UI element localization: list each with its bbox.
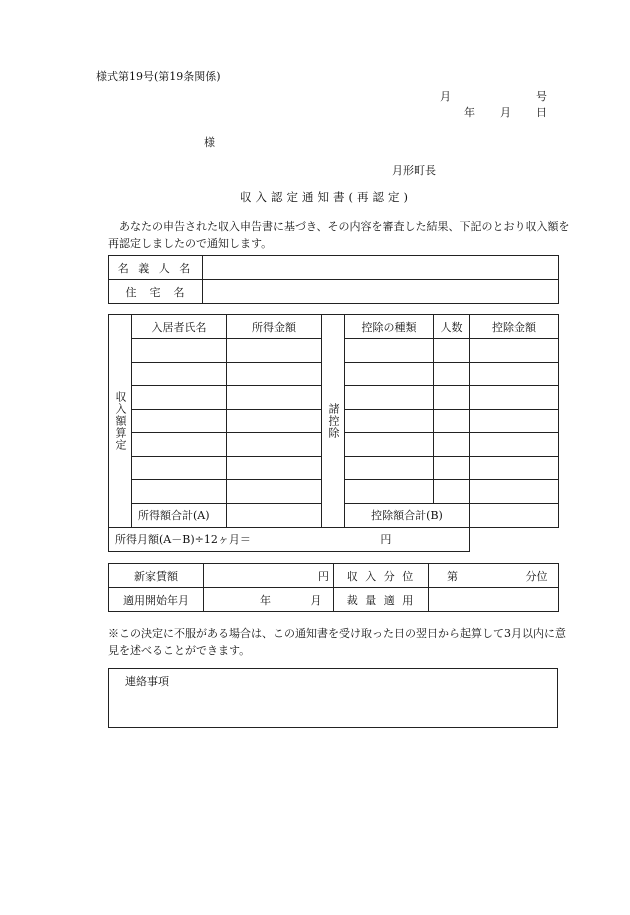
income-cell[interactable] bbox=[227, 409, 322, 433]
income-cell[interactable] bbox=[227, 456, 322, 480]
number-month: 月 bbox=[440, 90, 451, 103]
class-suffix: 分位 bbox=[525, 569, 548, 583]
number-suffix: 号 bbox=[536, 90, 547, 103]
intro-text: あなたの申告された収入申告書に基づき、その内容を審査した結果、下記のとおり収入額を再認定しましたので通知します。 bbox=[108, 220, 570, 250]
holder-name-label-text: 名 義 人 名 bbox=[117, 261, 194, 275]
resident-cell[interactable] bbox=[132, 480, 227, 504]
new-rent-label: 新家賃額 bbox=[109, 564, 204, 588]
income-cell[interactable] bbox=[227, 386, 322, 410]
deduction-amount-cell[interactable] bbox=[470, 339, 559, 363]
deduction-type-cell[interactable] bbox=[345, 409, 434, 433]
resident-cell[interactable] bbox=[132, 339, 227, 363]
holder-table bbox=[108, 255, 559, 304]
issuer: 月形町長 bbox=[392, 164, 436, 177]
discretion-value[interactable] bbox=[429, 588, 559, 612]
income-total-label: 所得額合計(A) bbox=[132, 503, 227, 527]
deduction-type-cell[interactable] bbox=[345, 480, 434, 504]
date-year: 年 bbox=[464, 106, 475, 119]
deduction-type-cell[interactable] bbox=[345, 386, 434, 410]
start-date-label: 適用開始年月 bbox=[109, 588, 204, 612]
resident-cell[interactable] bbox=[132, 409, 227, 433]
income-side-label: 収入額算定 bbox=[109, 315, 132, 528]
holder-address-value bbox=[203, 280, 559, 304]
contact-label: 連絡事項 bbox=[125, 675, 169, 688]
income-class-label-text: 収 入 分 位 bbox=[346, 569, 416, 583]
new-rent-value[interactable] bbox=[204, 564, 334, 588]
deduction-amount-cell[interactable] bbox=[470, 456, 559, 480]
contact-box[interactable] bbox=[108, 668, 558, 728]
date-month: 月 bbox=[500, 106, 511, 119]
page-title: 収入認定通知書(再認定) bbox=[240, 190, 412, 204]
start-month: 月 bbox=[310, 593, 322, 607]
intro-paragraph bbox=[108, 218, 570, 252]
resident-cell[interactable] bbox=[132, 433, 227, 457]
col-deduction-amount: 控除金額 bbox=[470, 315, 559, 339]
people-cell[interactable] bbox=[434, 409, 470, 433]
discretion-label-text: 裁 量 適 用 bbox=[346, 593, 416, 607]
class-prefix: 第 bbox=[447, 569, 458, 583]
income-total-value[interactable] bbox=[227, 503, 322, 527]
people-cell[interactable] bbox=[434, 433, 470, 457]
people-cell[interactable] bbox=[434, 386, 470, 410]
monthly-formula: 所得月額(A－B)÷12ヶ月＝ bbox=[115, 533, 251, 546]
new-rent-yen: 円 bbox=[318, 569, 329, 583]
resident-cell[interactable] bbox=[132, 362, 227, 386]
start-date-value[interactable] bbox=[204, 588, 334, 612]
income-cell[interactable] bbox=[227, 480, 322, 504]
income-table bbox=[108, 314, 559, 552]
deduction-type-cell[interactable] bbox=[345, 456, 434, 480]
col-resident: 入居者氏名 bbox=[132, 315, 227, 339]
resident-cell[interactable] bbox=[132, 386, 227, 410]
deduction-amount-cell[interactable] bbox=[470, 386, 559, 410]
deduction-type-cell[interactable] bbox=[345, 362, 434, 386]
income-cell[interactable] bbox=[227, 339, 322, 363]
form-number: 様式第19号(第19条関係) bbox=[96, 70, 221, 83]
deduction-type-cell[interactable] bbox=[345, 433, 434, 457]
col-income: 所得金額 bbox=[227, 315, 322, 339]
holder-name-label bbox=[109, 256, 203, 280]
deduction-amount-cell[interactable] bbox=[470, 433, 559, 457]
rent-table bbox=[108, 563, 559, 612]
addressee-suffix: 様 bbox=[204, 136, 215, 149]
deduction-amount-cell[interactable] bbox=[470, 362, 559, 386]
monthly-unit: 円 bbox=[380, 533, 392, 546]
people-cell[interactable] bbox=[434, 362, 470, 386]
people-cell[interactable] bbox=[434, 456, 470, 480]
col-people: 人数 bbox=[434, 315, 470, 339]
holder-address-label-text: 住 宅 名 bbox=[125, 285, 186, 299]
income-cell[interactable] bbox=[227, 433, 322, 457]
monthly-income-row bbox=[109, 527, 470, 551]
holder-name-value bbox=[203, 256, 559, 280]
income-class-label bbox=[334, 564, 429, 588]
deduction-type-cell[interactable] bbox=[345, 339, 434, 363]
people-cell[interactable] bbox=[434, 339, 470, 363]
deduction-amount-cell[interactable] bbox=[470, 480, 559, 504]
deduction-total-label: 控除額合計(B) bbox=[345, 503, 470, 527]
income-cell[interactable] bbox=[227, 362, 322, 386]
deduction-total-value[interactable] bbox=[470, 503, 559, 527]
holder-address-label bbox=[109, 280, 203, 304]
discretion-label bbox=[334, 588, 429, 612]
deduction-side-label: 諸控除 bbox=[322, 315, 345, 528]
deduction-amount-cell[interactable] bbox=[470, 409, 559, 433]
start-year: 年 bbox=[260, 593, 271, 607]
appeal-note-text: ※この決定に不服がある場合は、この通知書を受け取った日の翌日から起算して3月以内に意見を述べることができます。 bbox=[108, 627, 566, 657]
col-deduction-type: 控除の種類 bbox=[345, 315, 434, 339]
resident-cell[interactable] bbox=[132, 456, 227, 480]
date-day: 日 bbox=[536, 106, 547, 119]
income-class-value[interactable] bbox=[429, 564, 559, 588]
appeal-note bbox=[108, 625, 570, 659]
people-cell[interactable] bbox=[434, 480, 470, 504]
